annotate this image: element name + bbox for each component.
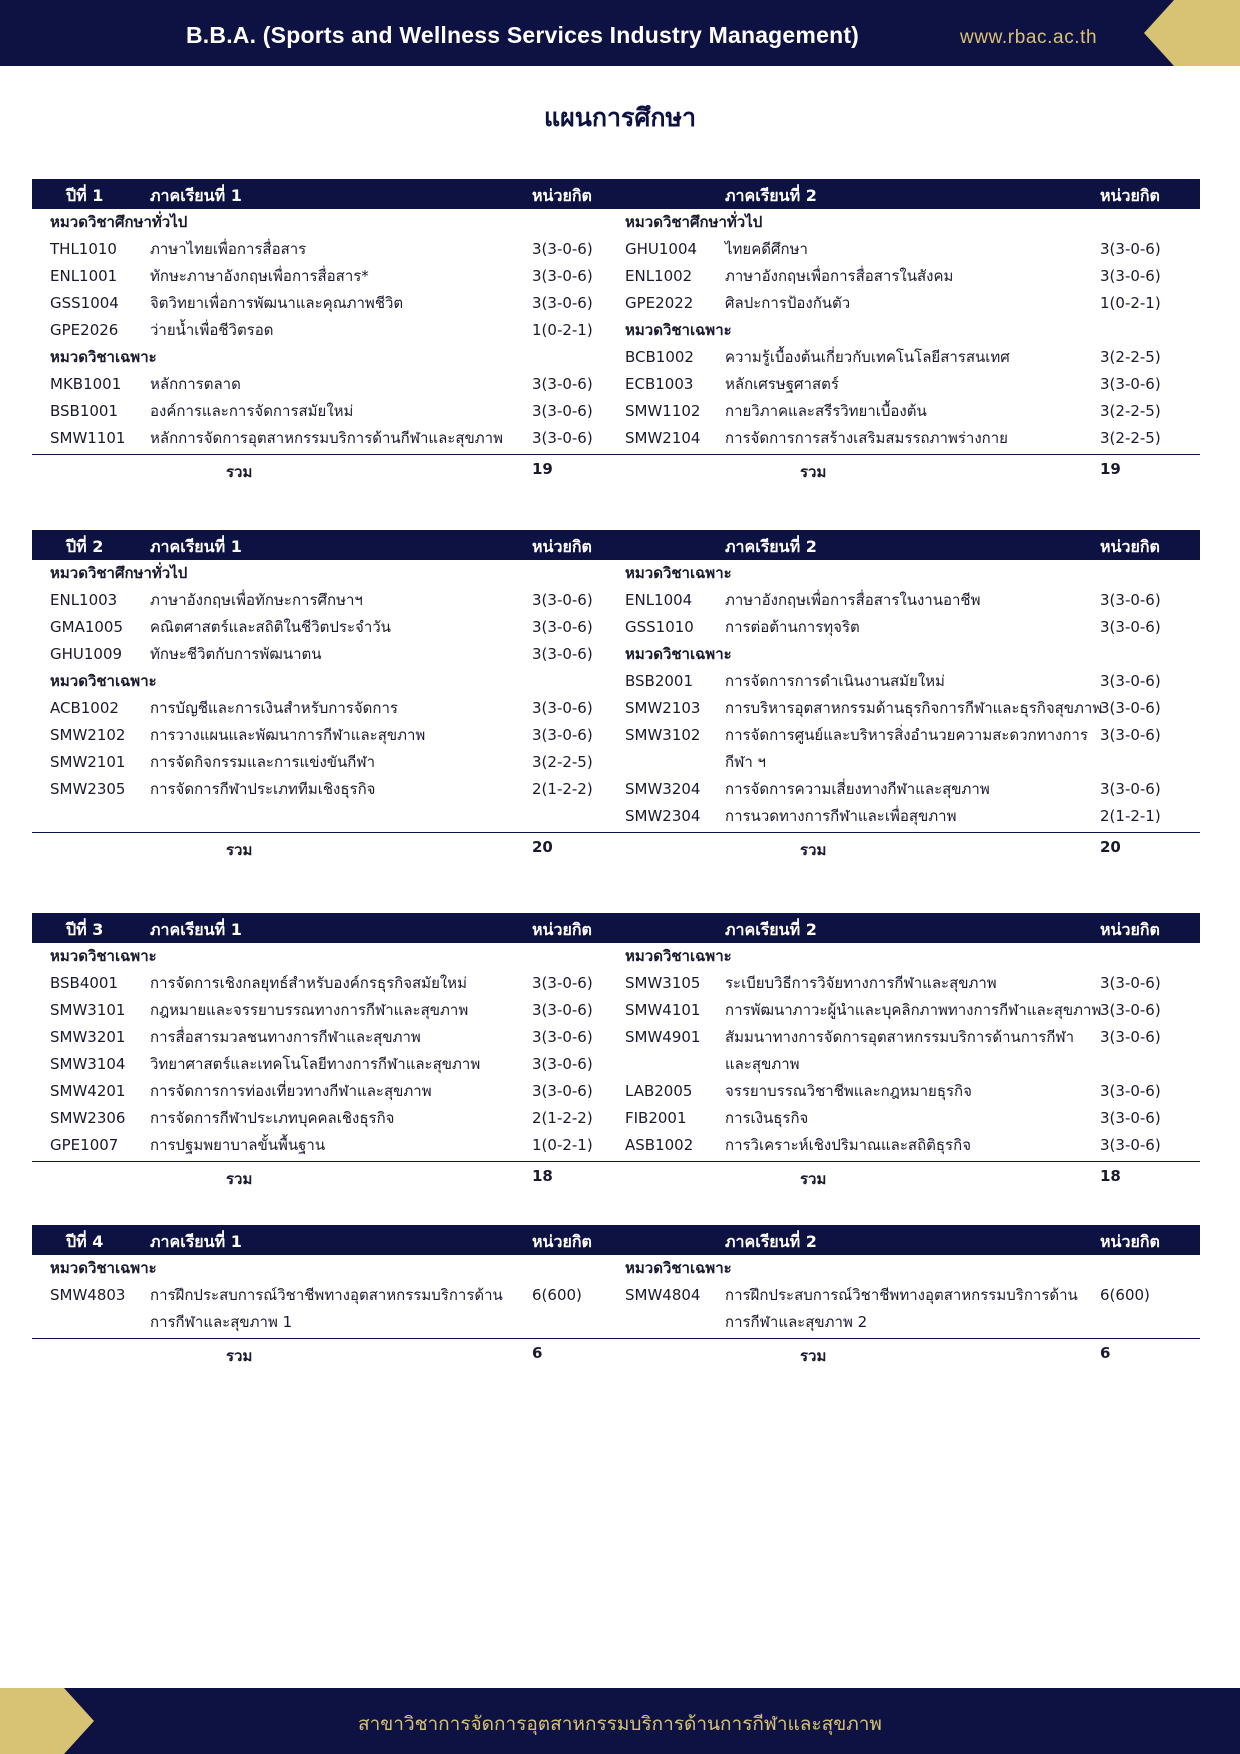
course-row [607,1282,1200,1336]
category-heading: หมวดวิชาเฉพาะ [50,1259,157,1277]
course-credits: 3(3-0-6) [1100,672,1161,690]
course-code: SMW2304 [625,807,701,825]
category-heading: หมวดวิชาเฉพาะ [50,348,157,366]
course-row [607,997,1200,1024]
course-code: GHU1004 [625,240,698,258]
credits-header: หน่วยกิต [532,920,592,939]
course-credits: 3(3-0-6) [532,294,593,312]
semester-1-total: 6 [532,1344,543,1362]
course-row [607,236,1200,263]
total-label: รวม [800,1170,827,1188]
total-label: รวม [226,463,253,481]
course-code: GHU1009 [50,645,123,663]
course-credits: 3(3-0-6) [1100,267,1161,285]
course-credits: 3(3-0-6) [532,1001,593,1019]
total-label: รวม [226,1347,253,1365]
course-code: SMW3102 [625,726,701,744]
semester-1-label: ภาคเรียนที่ 1 [150,186,242,205]
course-code: SMW4901 [625,1028,701,1046]
course-name: หลักเศรษฐศาสตร์ [725,375,839,393]
course-name: การวางแผนและพัฒนาการกีฬาและสุขภาพ [150,726,426,744]
course-name: การจัดการเชิงกลยุทธ์สำหรับองค์กรธุรกิจสมัยใหม่ [150,974,467,992]
course-credits: 3(3-0-6) [1100,240,1161,258]
department-name: สาขาวิชาการจัดการอุตสาหกรรมบริการด้านการกีฬาและสุขภาพ [358,1713,882,1735]
course-credits: 3(3-0-6) [532,429,593,447]
course-credits: 3(3-0-6) [1100,375,1161,393]
course-code: SMW3201 [50,1028,126,1046]
semester-2-total: 6 [1100,1344,1111,1362]
course-code: ECB1003 [625,375,694,393]
course-code: SMW1101 [50,429,126,447]
course-row [32,371,607,398]
course-code: SMW2103 [625,699,701,717]
course-credits: 3(3-0-6) [1100,726,1161,744]
course-credits: 3(3-0-6) [1100,780,1161,798]
semester-column-right [607,560,1200,830]
total-label: รวม [800,463,827,481]
course-name: การพัฒนาภาวะผู้นำและบุคลิกภาพทางการกีฬาและสุขภาพ [725,1001,1102,1019]
year-header-bar [32,530,1200,560]
course-row [32,641,607,668]
course-name: การเงินธุรกิจ [725,1109,809,1127]
course-credits: 2(1-2-2) [532,780,593,798]
course-row [607,371,1200,398]
semester-2-total: 19 [1100,460,1121,478]
course-row [32,587,607,614]
course-name: การจัดการการดำเนินงานสมัยใหม่ [725,672,945,690]
course-name: การจัดการกีฬาประเภทบุคคลเชิงธุรกิจ [150,1109,395,1127]
course-code: GSS1004 [50,294,119,312]
semester-1-total: 18 [532,1167,553,1185]
semester-2-label: ภาคเรียนที่ 2 [725,537,817,556]
header-gold-chevron-icon [1144,0,1240,66]
course-row [32,695,607,722]
course-code: SMW2104 [625,429,701,447]
course-credits: 6(600) [1100,1286,1150,1304]
course-row [32,1105,607,1132]
credits-header: หน่วยกิต [532,537,592,556]
course-row [32,614,607,641]
course-code: BSB1001 [50,402,119,420]
semester-2-label: ภาคเรียนที่ 2 [725,920,817,939]
course-credits: 3(3-0-6) [532,974,593,992]
course-code: SMW2102 [50,726,126,744]
course-credits: 3(3-0-6) [532,726,593,744]
course-row [32,749,607,776]
semester-2-total: 18 [1100,1167,1121,1185]
course-name: การจัดการกีฬาประเภททีมเชิงธุรกิจ [150,780,376,798]
course-name: การจัดการความเสี่ยงทางกีฬาและสุขภาพ [725,780,990,798]
course-name: การบัญชีและการเงินสำหรับการจัดการ [150,699,398,717]
course-name: การจัดกิจกรรมและการแข่งขันกีฬา [150,753,376,771]
course-code: ACB1002 [50,699,119,717]
course-code: SMW2305 [50,780,126,798]
credits-header: หน่วยกิต [1100,537,1160,556]
course-code: GMA1005 [50,618,124,636]
year-header-bar [32,179,1200,209]
course-credits: 3(3-0-6) [1100,1082,1161,1100]
course-row [32,1282,607,1336]
semester-column-right [607,943,1200,1159]
year-label: ปีที่ 1 [66,186,104,205]
course-credits: 1(0-2-1) [532,321,593,339]
semester-column-right [607,1255,1200,1336]
course-name: ภาษาอังกฤษเพื่อการสื่อสารในสังคม [725,267,954,285]
course-row [607,695,1200,722]
course-name: การปฐมพยาบาลขั้นพื้นฐาน [150,1136,326,1154]
course-row [607,425,1200,452]
category-heading: หมวดวิชาเฉพาะ [625,947,732,965]
course-code: BCB1002 [625,348,694,366]
course-row [607,1024,1200,1078]
course-name: การนวดทางการกีฬาและเพื่อสุขภาพ [725,807,957,825]
course-code: THL1010 [50,240,117,258]
course-row [32,236,607,263]
course-name: การจัดการศูนย์และบริหารสิ่งอำนวยความสะดวกทางการกีฬา ฯ [725,726,1088,771]
course-code: MKB1001 [50,375,122,393]
course-code: ENL1001 [50,267,118,285]
course-credits: 2(1-2-1) [1100,807,1161,825]
course-code: GPE2022 [625,294,694,312]
course-row [607,398,1200,425]
course-credits: 3(3-0-6) [532,645,593,663]
category-heading: หมวดวิชาเฉพาะ [625,1259,732,1277]
year-label: ปีที่ 3 [66,920,104,939]
course-credits: 1(0-2-1) [1100,294,1161,312]
category-heading: หมวดวิชาเฉพาะ [50,672,157,690]
course-row [32,425,607,452]
year-header-bar [32,913,1200,943]
footer-bar [0,1688,1240,1754]
header-bar [0,0,1240,66]
course-name: ไทยคดีศึกษา [725,240,808,258]
year-label: ปีที่ 4 [66,1232,104,1251]
semester-1-total: 20 [532,838,553,856]
course-code: SMW3204 [625,780,701,798]
semester-column-left [32,209,607,452]
course-code: SMW4201 [50,1082,126,1100]
course-row [32,317,607,344]
course-row [607,1078,1200,1105]
course-code: BSB2001 [625,672,694,690]
total-row [32,832,1200,861]
course-credits: 3(3-0-6) [1100,618,1161,636]
course-name: สัมมนาทางการจัดการอุตสาหกรรมบริการด้านการกีฬาและสุขภาพ [725,1028,1075,1073]
course-name: ภาษาไทยเพื่อการสื่อสาร [150,240,307,258]
course-code: SMW3104 [50,1055,126,1073]
course-name: การฝึกประสบการณ์วิชาชีพทางอุตสาหกรรมบริการด้านการกีฬาและสุขภาพ 2 [725,1286,1078,1331]
course-row [607,587,1200,614]
semester-column-left [32,560,607,803]
course-code: SMW4804 [625,1286,701,1304]
semester-column-left [32,1255,607,1336]
course-credits: 6(600) [532,1286,582,1304]
course-code: SMW4803 [50,1286,126,1304]
credits-header: หน่วยกิต [532,1232,592,1251]
semester-1-label: ภาคเรียนที่ 1 [150,1232,242,1251]
course-credits: 3(3-0-6) [532,591,593,609]
course-credits: 3(3-0-6) [1100,699,1161,717]
course-row [32,1024,607,1051]
course-name: กฎหมายและจรรยาบรรณทางการกีฬาและสุขภาพ [150,1001,469,1019]
course-name: หลักการจัดการอุตสาหกรรมบริการด้านกีฬาและสุขภาพ [150,429,503,447]
course-name: วิทยาศาสตร์และเทคโนโลยีทางการกีฬาและสุขภาพ [150,1055,481,1073]
course-row [32,290,607,317]
course-name: จิตวิทยาเพื่อการพัฒนาและคุณภาพชีวิต [150,294,404,312]
course-row [32,1051,607,1078]
course-row [32,1078,607,1105]
course-row [607,776,1200,803]
course-row [607,290,1200,317]
credits-header: หน่วยกิต [532,186,592,205]
course-name: ทักษะภาษาอังกฤษเพื่อการสื่อสาร* [150,267,369,285]
category-heading: หมวดวิชาเฉพาะ [625,564,732,582]
category-heading: หมวดวิชาศึกษาทั่วไป [50,213,188,231]
course-name: ระเบียบวิธีการวิจัยทางการกีฬาและสุขภาพ [725,974,997,992]
total-row [32,454,1200,483]
course-credits: 3(3-0-6) [1100,1001,1161,1019]
semester-column-left [32,943,607,1159]
course-code: GPE1007 [50,1136,119,1154]
course-credits: 3(2-2-5) [532,753,593,771]
course-credits: 3(3-0-6) [532,375,593,393]
course-credits: 3(3-0-6) [1100,1028,1161,1046]
course-credits: 3(3-0-6) [532,402,593,420]
course-credits: 1(0-2-1) [532,1136,593,1154]
course-credits: 3(3-0-6) [532,618,593,636]
course-code: GSS1010 [625,618,694,636]
credits-header: หน่วยกิต [1100,1232,1160,1251]
course-row [32,970,607,997]
course-row [607,668,1200,695]
course-name: องค์การและการจัดการสมัยใหม่ [150,402,354,420]
course-code: ENL1003 [50,591,118,609]
course-name: ภาษาอังกฤษเพื่อทักษะการศึกษาฯ [150,591,363,609]
total-row [32,1161,1200,1190]
course-name: กายวิภาคและสรีรวิทยาเบื้องต้น [725,402,927,420]
year-label: ปีที่ 2 [66,537,104,556]
course-name: การวิเคราะห์เชิงปริมาณและสถิติธุรกิจ [725,1136,971,1154]
category-heading: หมวดวิชาศึกษาทั่วไป [625,213,763,231]
course-code: LAB2005 [625,1082,693,1100]
total-label: รวม [800,841,827,859]
course-row [607,344,1200,371]
course-name: การจัดการการสร้างเสริมสมรรถภาพร่างกาย [725,429,1008,447]
category-heading: หมวดวิชาศึกษาทั่วไป [50,564,188,582]
course-row [32,997,607,1024]
course-credits: 3(3-0-6) [1100,974,1161,992]
course-credits: 3(3-0-6) [532,1082,593,1100]
credits-header: หน่วยกิต [1100,920,1160,939]
course-credits: 3(2-2-5) [1100,429,1161,447]
course-code: SMW4101 [625,1001,701,1019]
course-code: FIB2001 [625,1109,687,1127]
course-credits: 3(3-0-6) [532,240,593,258]
course-code: SMW3101 [50,1001,126,1019]
course-name: การต่อต้านการทุจริต [725,618,860,636]
course-row [32,722,607,749]
course-code: SMW2101 [50,753,126,771]
semester-column-right [607,209,1200,452]
course-code: ENL1004 [625,591,693,609]
course-credits: 3(2-2-5) [1100,348,1161,366]
semester-1-label: ภาคเรียนที่ 1 [150,537,242,556]
course-name: ว่ายน้ำเพื่อชีวิตรอด [150,321,274,339]
website-url[interactable]: www.rbac.ac.th [960,27,1098,48]
course-credits: 3(3-0-6) [1100,591,1161,609]
course-name: การจัดการการท่องเที่ยวทางกีฬาและสุขภาพ [150,1082,432,1100]
semester-2-label: ภาคเรียนที่ 2 [725,186,817,205]
course-code: BSB4001 [50,974,119,992]
program-title: B.B.A. (Sports and Wellness Services Industry Management) [186,22,860,48]
course-row [32,776,607,803]
course-credits: 3(2-2-5) [1100,402,1161,420]
course-row [607,1132,1200,1159]
course-name: ความรู้เบื้องต้นเกี่ยวกับเทคโนโลยีสารสนเทศ [725,348,1010,366]
year-header-bar [32,1225,1200,1255]
course-row [607,614,1200,641]
course-credits: 3(3-0-6) [1100,1136,1161,1154]
total-label: รวม [226,1170,253,1188]
course-name: คณิตศาสตร์และสถิติในชีวิตประจำวัน [150,618,391,636]
course-name: ภาษาอังกฤษเพื่อการสื่อสารในงานอาชีพ [725,591,981,609]
course-code: SMW3105 [625,974,701,992]
course-credits: 3(3-0-6) [1100,1109,1161,1127]
course-name: จรรยาบรรณวิชาชีพและกฎหมายธุรกิจ [725,1082,972,1100]
course-row [32,263,607,290]
course-row [607,803,1200,830]
course-credits: 2(1-2-2) [532,1109,593,1127]
semester-1-total: 19 [532,460,553,478]
course-credits: 3(3-0-6) [532,699,593,717]
course-credits: 3(3-0-6) [532,1028,593,1046]
category-heading: หมวดวิชาเฉพาะ [50,947,157,965]
total-label: รวม [800,1347,827,1365]
course-row [32,1132,607,1159]
course-name: หลักการตลาด [150,375,241,393]
course-code: SMW2306 [50,1109,126,1127]
course-code: ENL1002 [625,267,693,285]
category-heading: หมวดวิชาเฉพาะ [625,645,732,663]
course-row [607,1105,1200,1132]
course-name: การบริหารอุตสาหกรรมด้านธุรกิจการกีฬาและธุรกิจสุขภาพ [725,699,1103,717]
course-row [32,398,607,425]
course-code: ASB1002 [625,1136,694,1154]
semester-1-label: ภาคเรียนที่ 1 [150,920,242,939]
course-code: GPE2026 [50,321,119,339]
course-name: การฝึกประสบการณ์วิชาชีพทางอุตสาหกรรมบริการด้านการกีฬาและสุขภาพ 1 [150,1286,503,1331]
course-row [607,970,1200,997]
course-code: SMW1102 [625,402,701,420]
credits-header: หน่วยกิต [1100,186,1160,205]
course-row [607,263,1200,290]
total-row [32,1338,1200,1367]
page-title: แผนการศึกษา [544,103,696,132]
semester-2-total: 20 [1100,838,1121,856]
semester-2-label: ภาคเรียนที่ 2 [725,1232,817,1251]
category-heading: หมวดวิชาเฉพาะ [625,321,732,339]
course-credits: 3(3-0-6) [532,267,593,285]
course-name: ทักษะชีวิตกับการพัฒนาตน [150,645,322,663]
course-credits: 3(3-0-6) [532,1055,593,1073]
course-name: การสื่อสารมวลชนทางการกีฬาและสุขภาพ [150,1028,421,1046]
course-row [607,722,1200,776]
course-name: ศิลปะการป้องกันตัว [725,294,851,312]
total-label: รวม [226,841,253,859]
